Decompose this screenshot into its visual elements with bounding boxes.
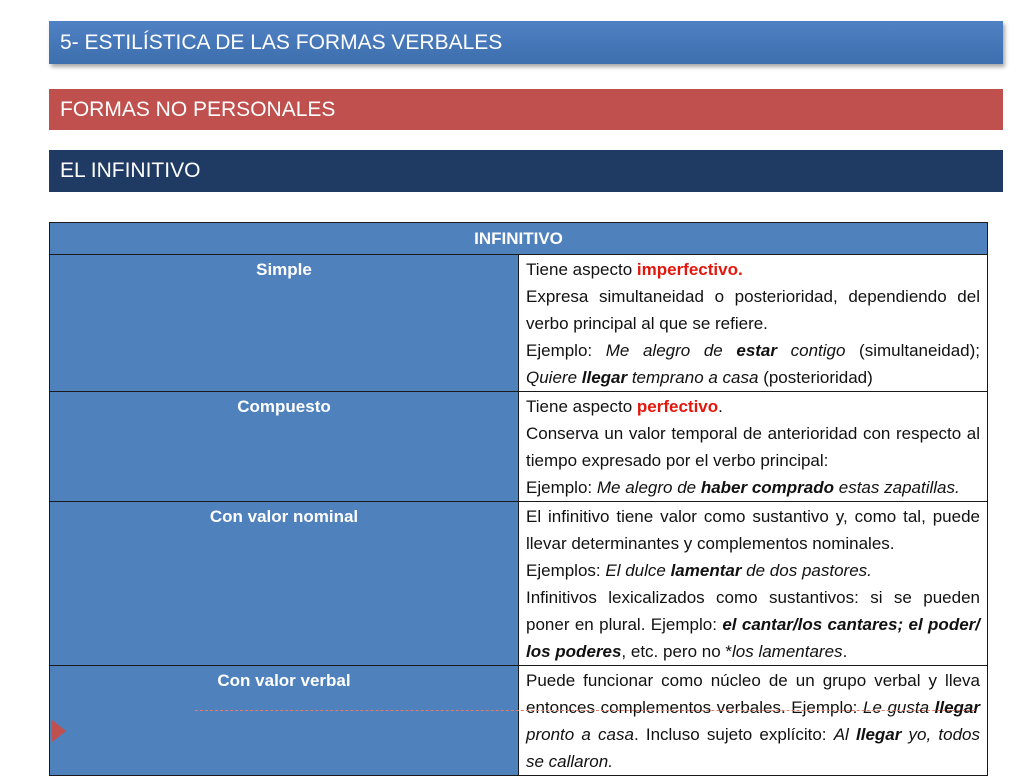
- row-label-nominal: Con valor nominal: [50, 502, 519, 666]
- table-row-verbal: [50, 666, 988, 776]
- play-arrow-icon[interactable]: [52, 720, 66, 742]
- subsection-title: EL INFINITIVO: [60, 159, 201, 182]
- row-label-simple: Simple: [50, 255, 519, 392]
- verbal-line-description: Puede funcionar como núcleo de un grupo verbal y lleva entonces complementos verbales. Ejemplo: Le gusta llegar pronto a casa. Incluso sujeto explícito: Al llegar yo, todos se callaron.: [526, 671, 981, 771]
- section-banner: [49, 89, 1003, 130]
- nominal-line-lexicalized: Infinitivos lexicalizados como sustantivos: si se pueden poner en plural. Ejemplo: el cantar/los cantares; el poder/ los poderes, etc. pero no *los lamentares.: [526, 588, 980, 661]
- simple-line-example: Ejemplo: Me alegro de estar contigo (simultaneidad); Quiere llegar temprano a casa (posterioridad): [526, 341, 980, 387]
- row-content-nominal: [519, 502, 988, 666]
- compuesto-line-example: Ejemplo: Me alegro de haber comprado estas zapatillas.: [526, 478, 960, 497]
- section-title: FORMAS NO PERSONALES: [60, 97, 336, 121]
- simple-line-description: Expresa simultaneidad o posterioridad, dependiendo del verbo principal al que se refiere.: [526, 287, 980, 333]
- table-header: INFINITIVO: [50, 223, 988, 255]
- footer-dashed-divider: [195, 710, 975, 711]
- table-row-nominal: [50, 502, 988, 666]
- nominal-line-description: El infinitivo tiene valor como sustantivo y, como tal, puede llevar determinantes y complementos nominales.: [526, 507, 980, 553]
- row-content-simple: [519, 255, 988, 392]
- row-label-compuesto: Compuesto: [50, 392, 519, 502]
- row-content-verbal: [519, 666, 988, 776]
- compuesto-line-description: Conserva un valor temporal de anterioridad con respecto al tiempo expresado por el verbo principal:: [526, 424, 980, 470]
- table-header-row: [50, 223, 988, 255]
- infinitive-table: [49, 222, 988, 776]
- table-row-compuesto: [50, 392, 988, 502]
- simple-line-aspect: Tiene aspecto imperfectivo.: [526, 260, 743, 279]
- compuesto-line-aspect: Tiene aspecto perfectivo.: [526, 397, 723, 416]
- row-content-compuesto: [519, 392, 988, 502]
- page-title: 5- ESTILÍSTICA DE LAS FORMAS VERBALES: [60, 30, 503, 54]
- subsection-banner: [49, 150, 1003, 192]
- title-banner: [49, 21, 1003, 64]
- row-label-verbal: Con valor verbal: [50, 666, 519, 776]
- nominal-line-example: Ejemplos: El dulce lamentar de dos pastores.: [526, 561, 872, 580]
- table-row-simple: [50, 255, 988, 392]
